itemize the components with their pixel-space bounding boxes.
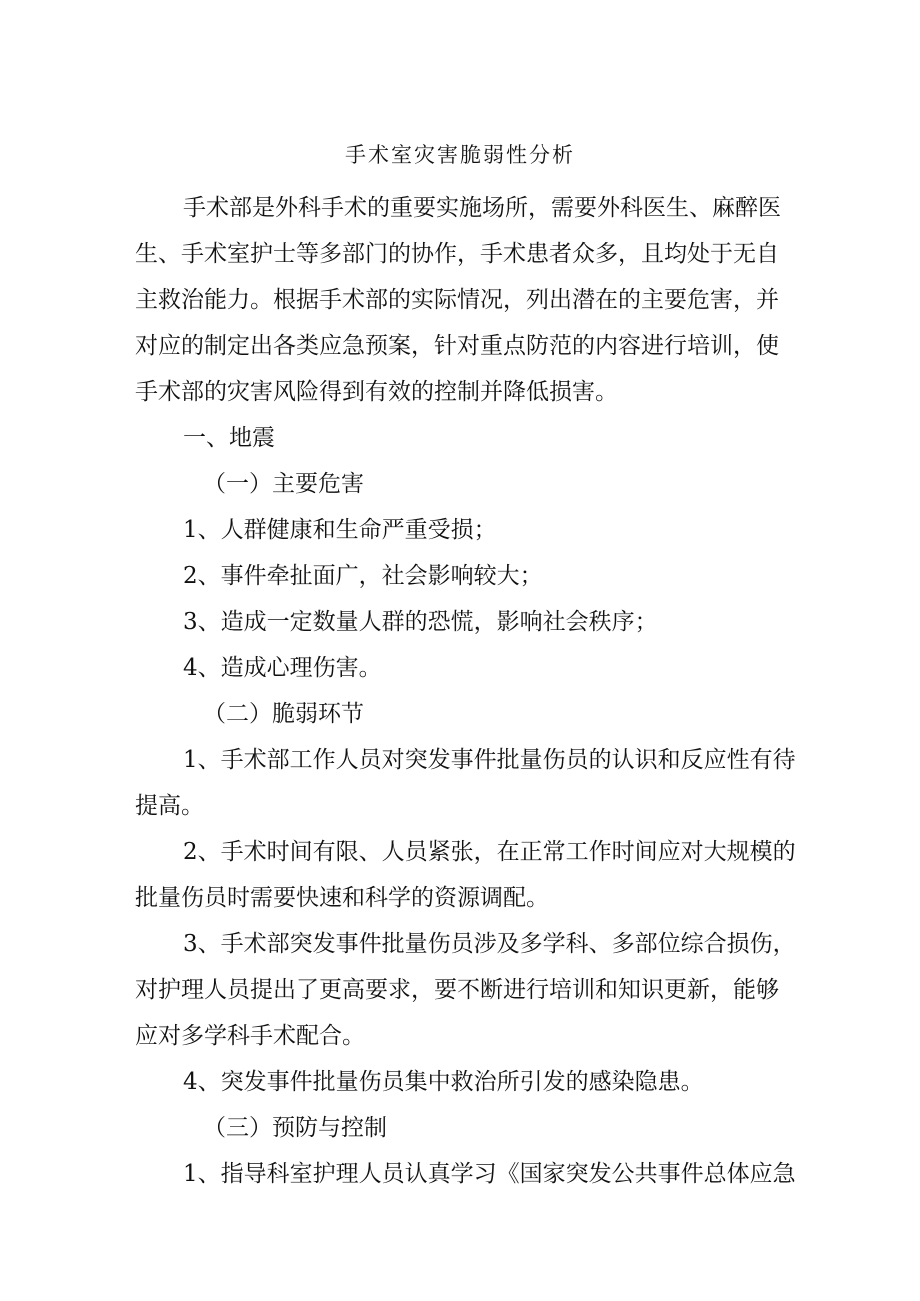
weak-item-4: 4、突发事件批量伤员集中救治所引发的感染隐患。 xyxy=(183,1069,704,1095)
weak-item-3-line-3: 应对多学科手术配合。 xyxy=(135,1023,365,1049)
subheading-prevention-control: （三）预防与控制 xyxy=(203,1115,387,1141)
hazard-item-4: 4、造成心理伤害。 xyxy=(183,655,382,681)
intro-line-3: 主救治能力。根据手术部的实际情况，列出潜在的主要危害，并 xyxy=(135,287,779,313)
weak-item-1-line-2: 提高。 xyxy=(135,793,204,819)
section-heading-earthquake: 一、地震 xyxy=(183,425,275,451)
subheading-weak-links: （二）脆弱环节 xyxy=(203,701,364,727)
prevention-item-1: 1、指导科室护理人员认真学习《国家突发公共事件总体应急 xyxy=(183,1161,796,1187)
intro-line-4: 对应的制定出各类应急预案，针对重点防范的内容进行培训，使 xyxy=(135,333,779,359)
hazard-item-3: 3、造成一定数量人群的恐慌，影响社会秩序； xyxy=(183,609,658,635)
intro-line-1: 手术部是外科手术的重要实施场所，需要外科医生、麻醉医 xyxy=(183,195,781,221)
intro-line-5: 手术部的灾害风险得到有效的控制并降低损害。 xyxy=(135,379,618,405)
weak-item-2-line-2: 批量伤员时需要快速和科学的资源调配。 xyxy=(135,885,549,911)
subheading-main-hazards: （一）主要危害 xyxy=(203,471,364,497)
weak-item-1-line-1: 1、手术部工作人员对突发事件批量伤员的认识和反应性有待 xyxy=(183,747,796,773)
document-title: 手术室灾害脆弱性分析 xyxy=(345,143,575,167)
weak-item-3-line-1: 3、手术部突发事件批量伤员涉及多学科、多部位综合损伤， xyxy=(183,931,796,957)
hazard-item-1: 1、人群健康和生命严重受损； xyxy=(183,517,497,543)
weak-item-2-line-1: 2、手术时间有限、人员紧张，在正常工作时间应对大规模的 xyxy=(183,839,796,865)
weak-item-3-line-2: 对护理人员提出了更高要求，要不断进行培训和知识更新，能够 xyxy=(135,977,779,1003)
hazard-item-2: 2、事件牵扯面广，社会影响较大； xyxy=(183,563,543,589)
intro-line-2: 生、手术室护士等多部门的协作，手术患者众多，且均处于无自 xyxy=(135,241,779,267)
